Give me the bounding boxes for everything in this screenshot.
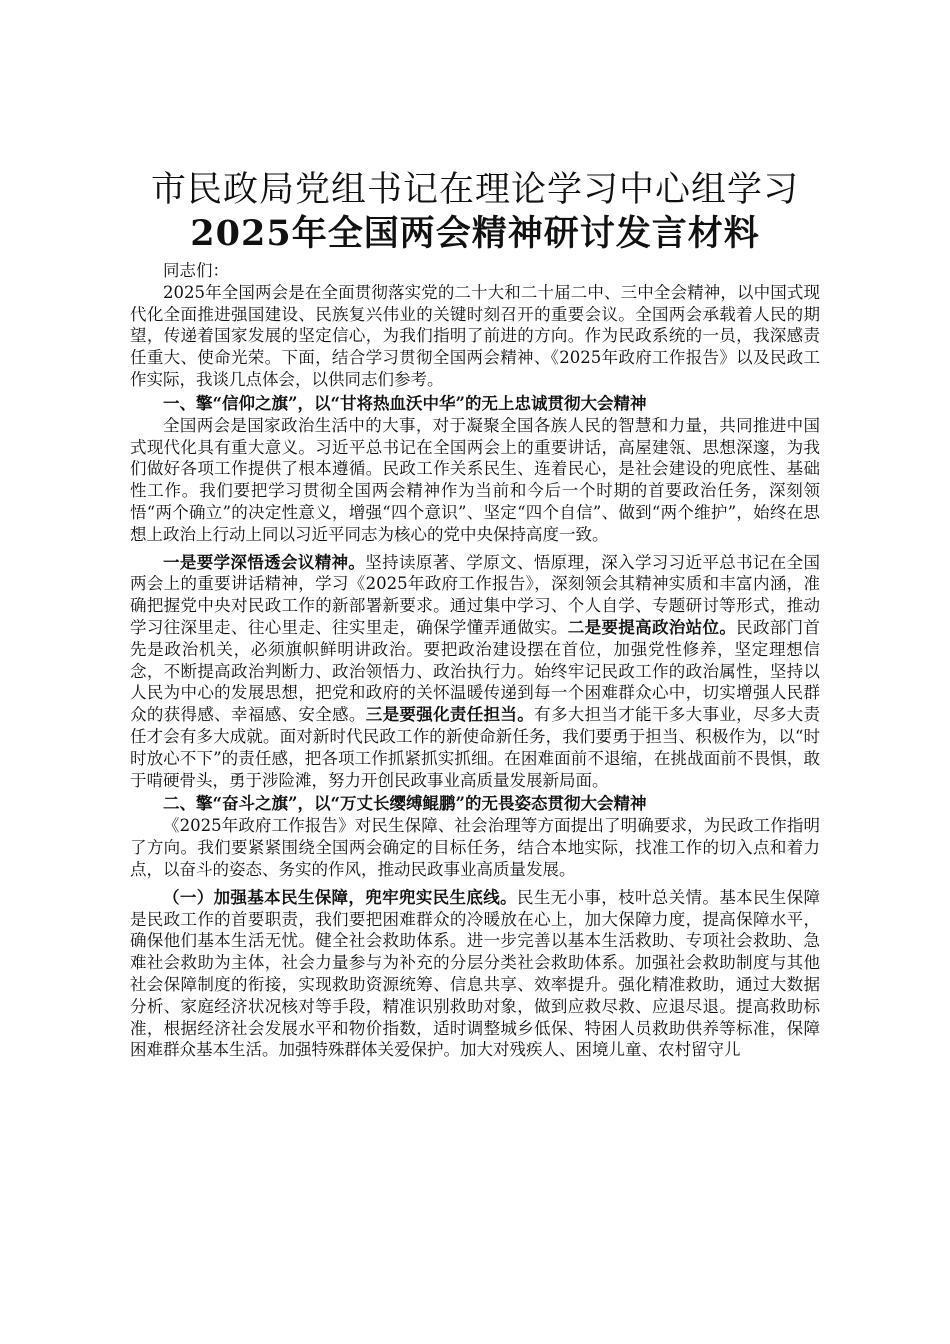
section1-heading: 一、擎“信仰之旗”，以“甘将热血沃中华”的无上忠诚贯彻大会精神 xyxy=(163,393,647,413)
section1-points-paragraph xyxy=(130,552,820,792)
section2-subsection1-paragraph xyxy=(130,887,820,1061)
salutation: 同志们： xyxy=(163,261,229,280)
intro-paragraph: 2025年全国两会是在全面贯彻落实党的二十大和二十届二中、三中全会精神，以中国式现代化全面推进强国建设、民族复兴伟业的关键时刻召开的重要会议。全国两会承载着人民的期望，传递着国家发展的坚定信心，为我们指明了前进的方向。作为民政系统的一员，我深感责任重大、使命光荣。下面，结合学习贯彻全国两会精神、《2025年政府工作报告》以及民政工作实际，我谈几点体会，以供同志们参考。 xyxy=(130,282,820,389)
point1-text: 坚持读原著、学原文、悟原理，深入学习习近平总书记在全国两会上的重要讲话精神，学习《2025年政府工作报告》，深刻领会其精神实质和丰富内涵，准确把握党中央对民政工作的新部署新要求。通过集中学习、个人自学、专题研讨等形式，推动学习往深里走、往心里走、往实里走，确保学懂弄通做实。 xyxy=(130,552,821,637)
point3-text: 有多大担当才能干多大事业，尽多大责任才会有多大成就。面对新时代民政工作的新使命新任务，我们要勇于担当、积极作为，以“时时放心不下”的责任感，把各项工作抓紧抓实抓细。在困难面前不退缩，在挑战面前不畏惧，敢于啃硬骨头，勇于涉险滩，努力开创民政事业高质量发展新局面。 xyxy=(130,705,821,790)
point2-text: 民政部门首先是政治机关，必须旗帜鲜明讲政治。要把政治建设摆在首位，加强党性修养，坚定理想信念，不断提高政治判断力、政治领悟力、政治执行力。始终牢记民政工作的政治属性，坚持以人民为中心的发展思想，把党和政府的关怀温暖传递到每一个困难群众心中，切实增强人民群众的获得感、幸福感、安全感。 xyxy=(130,617,821,725)
point3-lead: 三是要强化责任担当。 xyxy=(365,705,535,725)
point2-lead: 二是要提高政治站位。 xyxy=(567,617,737,637)
section2-paragraph: 《2025年政府工作报告》对民生保障、社会治理等方面提出了明确要求，为民政工作指明了方向。我们要紧紧围绕全国两会确定的目标任务，结合本地实际，找准工作的切入点和着力点，以奋斗的姿态、务实的作风，推动民政事业高质量发展。 xyxy=(130,816,820,879)
point1-lead: 一是要学深悟透会议精神。 xyxy=(163,552,366,572)
section2-heading: 二、擎“奋斗之旗”，以“万丈长缨缚鲲鹏”的无畏姿态贯彻大会精神 xyxy=(163,794,647,814)
document-title-line2: 2025年全国两会精神研讨发言材料 xyxy=(190,213,760,254)
subsection1-lead: （一）加强基本民生保障，兜牢兜实民生底线。 xyxy=(163,887,517,907)
document-title-line1: 市民政局党组书记在理论学习中心组学习 xyxy=(150,170,799,210)
section1-paragraph: 全国两会是国家政治生活中的大事，对于凝聚全国各族人民的智慧和力量，共同推进中国式现代化具有重大意义。习近平总书记在全国两会上的重要讲话，高屋建瓴、思想深邃，为我们做好各项工作提供了根本遵循。民政工作关系民生、连着民心，是社会建设的兜底性、基础性工作。我们要把学习贯彻全国两会精神作为当前和今后一个时期的首要政治任务，深刻领悟“两个确立”的决定性意义，增强“四个意识”、坚定“四个自信”、做到“两个维护”，始终在思想上政治上行动上同以习近平同志为核心的党中央保持高度一致。 xyxy=(130,415,820,544)
document-page xyxy=(130,168,820,1061)
subsection1-text: 民生无小事，枝叶总关情。基本民生保障是民政工作的首要职责，我们要把困难群众的冷暖放在心上，加大保障力度，提高保障水平，确保他们基本生活无忧。健全社会救助体系。进一步完善以基本生活救助、专项社会救助、急难社会救助为主体，社会力量参与为补充的分层分类社会救助体系。加强社会救助制度与其他社会保障制度的衔接，实现救助资源统筹、信息共享、效率提升。强化精准救助，通过大数据分析、家庭经济状况核对等手段，精准识别救助对象，做到应救尽救、应退尽退。提高救助标准，根据经济社会发展水平和物价指数，适时调整城乡低保、特困人员救助供养等标准，保障困难群众基本生活。加强特殊群体关爱保护。加大对残疾人、困境儿童、农村留守儿 xyxy=(130,887,821,1060)
